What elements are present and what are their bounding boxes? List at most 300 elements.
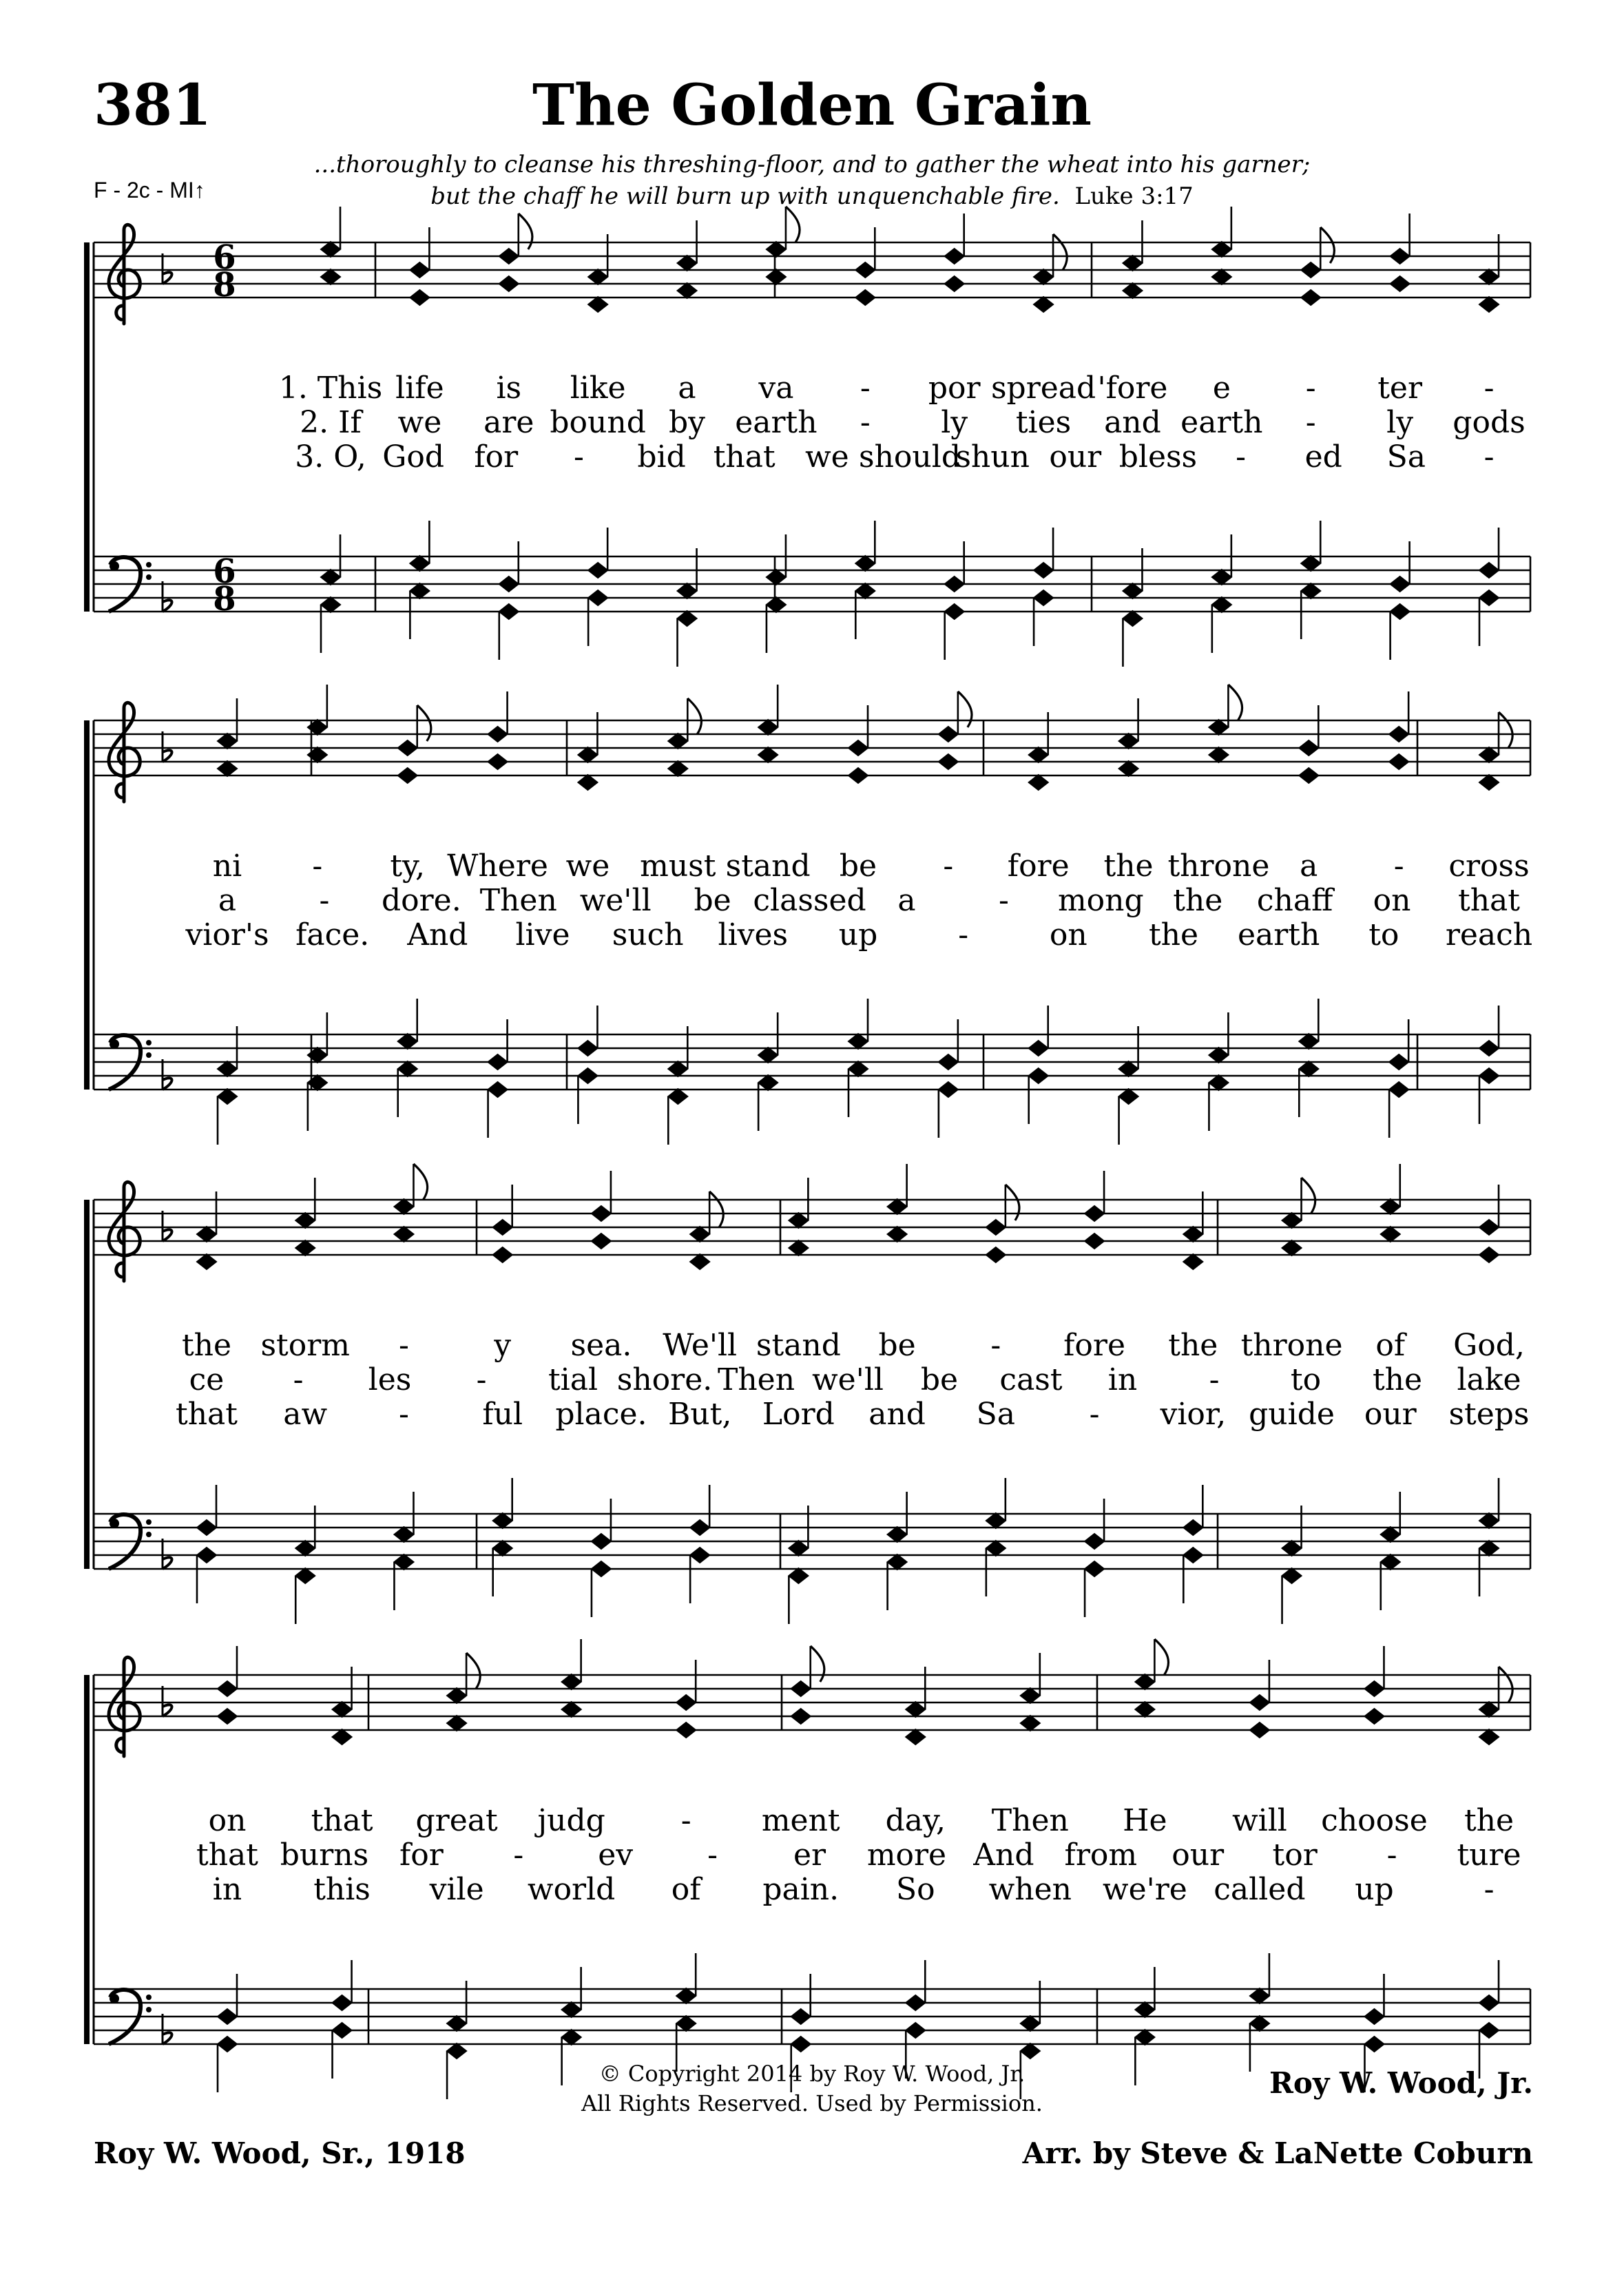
lyric-syllable: by xyxy=(669,405,706,440)
soprano-note-head xyxy=(1479,1220,1499,1235)
bass-note-head xyxy=(791,2037,811,2052)
time-signature-numerator: 6 xyxy=(213,238,236,277)
bass-note-head xyxy=(906,2023,925,2038)
epigraph-text: but the chaff he will burn up with unquenchable fire. xyxy=(430,183,1060,210)
bass-note-head xyxy=(758,1075,778,1090)
lyric-syllable: ce xyxy=(189,1362,225,1397)
bass-note-head xyxy=(218,2037,237,2052)
lyric-syllable: shore. xyxy=(616,1362,713,1397)
soprano-note-head xyxy=(1364,1681,1384,1696)
lyric-syllable: ty, xyxy=(390,848,426,884)
lyric-syllable: Then xyxy=(479,883,557,918)
lyric-syllable: - xyxy=(399,1397,409,1432)
bass-note-head xyxy=(1021,2043,1040,2059)
tenor-note-head xyxy=(791,2009,811,2024)
note-flag xyxy=(1154,1639,1168,1675)
alto-note-head xyxy=(986,1247,1006,1262)
tenor-note-head xyxy=(1034,563,1053,578)
alto-note-head xyxy=(488,754,508,769)
note-flag xyxy=(466,1653,480,1689)
tenor-note-head xyxy=(758,1048,778,1063)
tenor-note-head xyxy=(1212,570,1231,585)
alto-note-head xyxy=(394,1227,413,1242)
lyric-syllable: - xyxy=(1484,1872,1495,1907)
lyric-syllable: And xyxy=(973,1837,1034,1873)
lyric-syllable: be xyxy=(920,1362,959,1397)
lyric-syllable: reach xyxy=(1445,917,1533,952)
lyric-syllable: - xyxy=(958,917,969,952)
lyric-syllable: world xyxy=(527,1872,616,1907)
key-signature-flat-icon xyxy=(163,731,172,762)
soprano-note-head xyxy=(1282,1213,1302,1228)
lyric-syllable: - xyxy=(1089,1397,1100,1432)
lyric-syllable: the xyxy=(1464,1803,1514,1838)
lyric-syllable: be xyxy=(694,883,731,918)
note-flag xyxy=(1006,1185,1019,1220)
tenor-note-head xyxy=(1479,1995,1499,2010)
alto-note-head xyxy=(1299,768,1318,783)
lyric-syllable: burns xyxy=(280,1837,369,1873)
lyric-syllable: ment xyxy=(761,1803,840,1838)
alto-note-head xyxy=(447,1716,466,1731)
soprano-note-head xyxy=(321,242,340,257)
composer-credit: Roy W. Wood, Jr. xyxy=(1269,2066,1533,2100)
tenor-note-head xyxy=(218,1061,237,1076)
lyric-syllable: the xyxy=(1168,1328,1218,1363)
time-signature-numerator: 6 xyxy=(213,552,236,591)
lyric-syllable: - xyxy=(1386,1837,1397,1873)
note-flag xyxy=(413,1164,427,1200)
bass-note-head xyxy=(849,1061,868,1076)
lyric-syllable: be xyxy=(878,1328,916,1363)
lyric-syllable: - xyxy=(476,1362,487,1397)
lyric-syllable: the xyxy=(181,1328,232,1363)
key-signature-flat-icon xyxy=(163,1211,172,1241)
bass-note-head xyxy=(333,2023,352,2038)
note-flag xyxy=(1302,1178,1315,1214)
lyric-syllable: the xyxy=(1148,917,1199,952)
lyric-syllable: of xyxy=(1375,1328,1406,1363)
bass-note-head xyxy=(1282,1568,1302,1583)
alto-note-head xyxy=(1085,1233,1104,1249)
soprano-note-head xyxy=(849,740,868,756)
bass-note-head xyxy=(218,1089,237,1104)
epigraph-line-1: ...thoroughly to cleanse his threshing-floor, and to gather the wheat into his garner; xyxy=(313,151,1311,178)
lyric-syllable: - xyxy=(1484,371,1495,406)
system-brace xyxy=(84,720,90,1090)
lyric-syllable: dore. xyxy=(381,883,461,918)
hymn-title: The Golden Grain xyxy=(532,72,1092,138)
lyric-syllable: Sa xyxy=(1386,439,1426,475)
tenor-note-head xyxy=(398,1034,417,1049)
lyric-syllable: lives xyxy=(718,917,789,952)
treble-clef-icon xyxy=(109,1657,140,1756)
soprano-note-head xyxy=(758,720,778,735)
lyric-syllable: aw xyxy=(283,1397,328,1432)
lyric-syllable: y xyxy=(494,1328,512,1363)
lyric-syllable: We'll xyxy=(663,1328,738,1363)
tenor-note-head xyxy=(410,556,429,571)
soprano-note-head xyxy=(1479,747,1499,762)
lyric-syllable: choose xyxy=(1321,1803,1428,1838)
lyric-syllable: will xyxy=(1231,1803,1287,1838)
tenor-note-head xyxy=(939,1054,958,1070)
lyric-syllable: and xyxy=(1104,405,1161,440)
treble-staff xyxy=(94,1675,1530,1730)
lyric-syllable: 1. This xyxy=(278,371,383,406)
arranger-credit: Arr. by Steve & LaNette Coburn xyxy=(1022,2136,1533,2170)
treble-clef-icon xyxy=(109,1182,140,1281)
lyric-syllable: we'll xyxy=(812,1362,884,1397)
bass-note-head xyxy=(398,1061,417,1076)
soprano-note-head xyxy=(1119,733,1138,749)
soprano-note-head xyxy=(791,1681,811,1696)
alto-note-head xyxy=(1183,1254,1203,1269)
note-flag xyxy=(786,207,800,242)
lyric-syllable: a xyxy=(218,883,237,918)
soprano-note-head xyxy=(447,1688,466,1703)
alto-note-head xyxy=(333,1729,352,1745)
key-info: F - 2c - MI↑ xyxy=(94,178,205,202)
bass-note-head xyxy=(1479,1068,1499,1083)
alto-note-head xyxy=(1123,283,1142,298)
lyric-syllable: ed xyxy=(1304,439,1342,475)
tenor-note-head xyxy=(1391,576,1410,592)
rights-notice: All Rights Reserved. Used by Permission. xyxy=(581,2090,1043,2116)
bass-note-head xyxy=(321,597,340,612)
lyric-syllable: we xyxy=(565,848,610,884)
note-flag xyxy=(811,1646,824,1682)
tenor-note-head xyxy=(1209,1048,1228,1063)
bass-note-head xyxy=(690,1548,709,1563)
bass-note-head xyxy=(592,1561,611,1576)
lyric-syllable: shun xyxy=(955,439,1030,475)
bass-note-head xyxy=(493,1541,512,1556)
lyric-syllable: vior, xyxy=(1160,1397,1227,1432)
alto-note-head xyxy=(945,276,964,291)
alto-note-head xyxy=(562,1702,581,1717)
lyric-syllable: throne xyxy=(1240,1328,1343,1363)
lyric-syllable: - xyxy=(312,848,323,884)
lyric-syllable: our xyxy=(1172,1837,1225,1873)
tenor-note-head xyxy=(562,2002,581,2017)
lyric-syllable: - xyxy=(573,439,584,475)
tenor-note-head xyxy=(1029,1041,1048,1056)
lyric-syllable: - xyxy=(293,1362,304,1397)
soprano-note-head xyxy=(855,262,875,278)
alto-note-head xyxy=(295,1240,315,1256)
lyric-syllable: pain. xyxy=(762,1872,840,1907)
tenor-note-head xyxy=(197,1520,216,1535)
lyric-syllable: - xyxy=(319,883,330,918)
bass-note-head xyxy=(394,1554,413,1570)
key-signature-flat-icon xyxy=(163,2014,172,2044)
alto-note-head xyxy=(1479,1729,1499,1745)
lyric-syllable: like xyxy=(570,371,626,406)
key-signature-flat-icon xyxy=(163,581,172,612)
time-signature-denominator: 8 xyxy=(213,266,236,304)
alto-note-head xyxy=(1389,754,1408,769)
bass-note-head xyxy=(1301,583,1320,598)
alto-note-head xyxy=(906,1729,925,1745)
lyric-syllable: fore xyxy=(1063,1328,1126,1363)
tenor-note-head xyxy=(888,1527,907,1542)
bass-note-head xyxy=(855,583,875,598)
tenor-note-head xyxy=(1282,1541,1302,1556)
lyric-syllable: a xyxy=(1300,848,1318,884)
soprano-note-head xyxy=(690,1227,709,1242)
soprano-note-head xyxy=(562,1674,581,1689)
alto-note-head xyxy=(398,768,417,783)
tenor-note-head xyxy=(945,576,964,592)
tenor-note-head xyxy=(218,2009,237,2024)
lyric-syllable: - xyxy=(513,1837,524,1873)
lyric-syllable: that xyxy=(1458,883,1520,918)
lyric-syllable: we're xyxy=(1102,1872,1187,1907)
alto-note-head xyxy=(1135,1702,1154,1717)
soprano-note-head xyxy=(888,1199,907,1214)
alto-note-head xyxy=(1364,1709,1384,1724)
alto-note-head xyxy=(578,775,597,790)
soprano-note-head xyxy=(333,1702,352,1717)
lyric-syllable: for xyxy=(399,1837,444,1873)
lyric-syllable: more xyxy=(866,1837,947,1873)
note-flag xyxy=(417,705,431,741)
lyric-syllable: for xyxy=(474,439,519,475)
alto-note-head xyxy=(493,1247,512,1262)
soprano-note-head xyxy=(218,1681,237,1696)
alto-note-head xyxy=(789,1240,808,1256)
soprano-note-head xyxy=(493,1220,512,1235)
note-flag xyxy=(709,1191,723,1227)
alto-note-head xyxy=(499,276,519,291)
soprano-note-head xyxy=(1135,1674,1154,1689)
soprano-note-head xyxy=(592,1206,611,1221)
lyric-syllable: cross xyxy=(1448,848,1530,884)
alto-note-head xyxy=(1212,269,1231,284)
lyric-syllable: er xyxy=(793,1837,826,1873)
lyric-syllable: that xyxy=(311,1803,373,1838)
alto-note-head xyxy=(888,1227,907,1242)
soprano-note-head xyxy=(488,727,508,742)
lyric-syllable: bid xyxy=(637,439,686,475)
soprano-note-head xyxy=(578,747,597,762)
bass-note-head xyxy=(1209,1075,1228,1090)
soprano-note-head xyxy=(588,269,607,284)
bass-note-head xyxy=(1391,604,1410,619)
lyric-syllable: He xyxy=(1123,1803,1167,1838)
soprano-note-head xyxy=(906,1702,925,1717)
soprano-note-head xyxy=(394,1199,413,1214)
lyric-syllable: Lord xyxy=(762,1397,835,1432)
soprano-note-head xyxy=(398,740,417,756)
bass-note-head xyxy=(939,1082,958,1097)
lyric-syllable: we xyxy=(805,439,849,475)
lyric-syllable: cast xyxy=(999,1362,1063,1397)
lyric-syllable: - xyxy=(1305,371,1316,406)
bass-note-head xyxy=(1479,2023,1499,2038)
lyric-syllable: our xyxy=(1364,1397,1417,1432)
note-flag xyxy=(687,698,701,734)
system-brace xyxy=(84,1200,90,1569)
lyric-syllable: up xyxy=(838,917,878,952)
lyric-syllable: must xyxy=(640,848,716,884)
bass-note-head xyxy=(986,1541,1006,1556)
alto-note-head xyxy=(218,761,237,776)
alto-note-head xyxy=(588,297,607,312)
tenor-note-head xyxy=(676,1988,696,2003)
lyric-syllable: 2. If xyxy=(300,405,362,440)
soprano-note-head xyxy=(410,262,429,278)
lyric-syllable: - xyxy=(990,1328,1001,1363)
soprano-note-head xyxy=(295,1213,315,1228)
soprano-note-head xyxy=(499,249,519,264)
tenor-note-head xyxy=(1119,1061,1138,1076)
alto-note-head xyxy=(321,269,340,284)
bass-note-head xyxy=(588,590,607,605)
bass-note-head xyxy=(1364,2037,1384,2052)
bass-note-head xyxy=(1479,590,1499,605)
tenor-note-head xyxy=(1299,1034,1318,1049)
lyric-syllable: are xyxy=(483,405,534,440)
tenor-note-head xyxy=(321,570,340,585)
alto-note-head xyxy=(1391,276,1410,291)
soprano-note-head xyxy=(1123,256,1142,271)
tenor-note-head xyxy=(1381,1527,1400,1542)
tenor-note-head xyxy=(690,1520,709,1535)
lyric-syllable: Where xyxy=(447,848,548,884)
note-flag xyxy=(958,691,972,727)
soprano-note-head xyxy=(1209,720,1228,735)
alto-note-head xyxy=(1479,1247,1499,1262)
bass-note-head xyxy=(1389,1082,1408,1097)
lyric-syllable: earth xyxy=(735,405,818,440)
soprano-note-head xyxy=(767,242,786,257)
system-brace xyxy=(84,1675,90,2044)
bass-note-head xyxy=(1381,1554,1400,1570)
bass-note-head xyxy=(488,1082,508,1097)
soprano-note-head xyxy=(1021,1688,1040,1703)
alto-note-head xyxy=(676,1722,696,1738)
soprano-note-head xyxy=(676,1695,696,1710)
soprano-note-head xyxy=(939,727,958,742)
tenor-note-head xyxy=(767,570,786,585)
scripture-reference: Luke 3:17 xyxy=(1074,183,1194,210)
lyric-syllable: vile xyxy=(429,1872,484,1907)
tenor-note-head xyxy=(1183,1520,1203,1535)
soprano-note-head xyxy=(1212,242,1231,257)
lyricist-credit: Roy W. Wood, Sr., 1918 xyxy=(94,2136,466,2170)
soprano-note-head xyxy=(1391,249,1410,264)
tenor-note-head xyxy=(1389,1054,1408,1070)
lyric-syllable: va xyxy=(758,371,794,406)
lyric-syllable: steps xyxy=(1448,1397,1530,1432)
lyric-syllable: up xyxy=(1355,1872,1394,1907)
bass-note-head xyxy=(1212,597,1231,612)
lyric-syllable: - xyxy=(943,848,954,884)
lyric-syllable: to xyxy=(1290,1362,1322,1397)
lyric-syllable: in xyxy=(1107,1362,1138,1397)
alto-note-head xyxy=(758,747,778,762)
alto-note-head xyxy=(791,1709,811,1724)
note-flag xyxy=(1228,685,1242,720)
bass-staff xyxy=(94,1989,1530,2044)
bass-note-head xyxy=(945,604,964,619)
time-signature-denominator: 8 xyxy=(213,580,236,618)
lyric-syllable: - xyxy=(1236,439,1247,475)
lyric-syllable: a xyxy=(897,883,916,918)
lyric-syllable: is xyxy=(496,371,522,406)
lyric-syllable: - xyxy=(680,1803,691,1838)
lyric-syllable: from xyxy=(1064,1837,1138,1873)
tenor-note-head xyxy=(789,1541,808,1556)
lyric-syllable: ly xyxy=(1386,405,1414,440)
soprano-note-head xyxy=(1029,747,1048,762)
bass-note-head xyxy=(789,1568,808,1583)
bass-note-head xyxy=(410,583,429,598)
lyric-syllable: the xyxy=(1103,848,1154,884)
lyric-syllable: life xyxy=(395,371,444,406)
lyric-syllable: that xyxy=(713,439,775,475)
bass-note-head xyxy=(447,2043,466,2059)
lyric-syllable: les xyxy=(368,1362,412,1397)
alto-note-head xyxy=(218,1709,237,1724)
lyric-syllable: - xyxy=(860,405,871,440)
alto-note-head xyxy=(1479,297,1499,312)
tenor-note-head xyxy=(578,1041,597,1056)
lyric-syllable: God xyxy=(382,439,445,475)
lyric-syllable: the xyxy=(1173,883,1223,918)
key-signature-flat-icon xyxy=(163,1059,172,1090)
tenor-note-head xyxy=(1479,1041,1499,1056)
alto-note-head xyxy=(1479,775,1499,790)
soprano-note-head xyxy=(789,1213,808,1228)
lyric-syllable: God, xyxy=(1453,1328,1525,1363)
tenor-note-head xyxy=(488,1054,508,1070)
tenor-note-head xyxy=(986,1513,1006,1528)
tenor-note-head xyxy=(295,1541,315,1556)
lyric-syllable: ties xyxy=(1015,405,1072,440)
lyric-syllable: stand xyxy=(756,1328,841,1363)
lyric-syllable: we'll xyxy=(579,883,652,918)
key-signature-flat-icon xyxy=(163,1686,172,1716)
lyric-syllable: - xyxy=(1209,1362,1220,1397)
tenor-note-head xyxy=(333,1995,352,2010)
soprano-note-head xyxy=(668,733,687,749)
bass-note-head xyxy=(1034,590,1053,605)
bass-note-head xyxy=(1123,611,1142,626)
lyric-syllable: sea. xyxy=(570,1328,632,1363)
bass-note-head xyxy=(678,611,697,626)
lyric-syllable: our xyxy=(1049,439,1102,475)
note-flag xyxy=(1320,227,1334,263)
tenor-note-head xyxy=(855,556,875,571)
soprano-note-head xyxy=(197,1227,216,1242)
bass-note-head xyxy=(562,2030,581,2045)
soprano-note-head xyxy=(1250,1695,1269,1710)
lyric-syllable: e xyxy=(1212,371,1231,406)
lyric-syllable: Sa xyxy=(976,1397,1016,1432)
lyric-syllable: judg xyxy=(537,1803,605,1838)
lyric-syllable: in xyxy=(212,1872,242,1907)
lyric-syllable: when xyxy=(988,1872,1072,1907)
lyric-syllable: live xyxy=(515,917,570,952)
tenor-note-head xyxy=(394,1527,413,1542)
lyric-syllable: spread xyxy=(990,371,1096,406)
bass-note-head xyxy=(1250,2016,1269,2031)
soprano-note-head xyxy=(1479,269,1499,284)
tenor-note-head xyxy=(1135,2002,1154,2017)
